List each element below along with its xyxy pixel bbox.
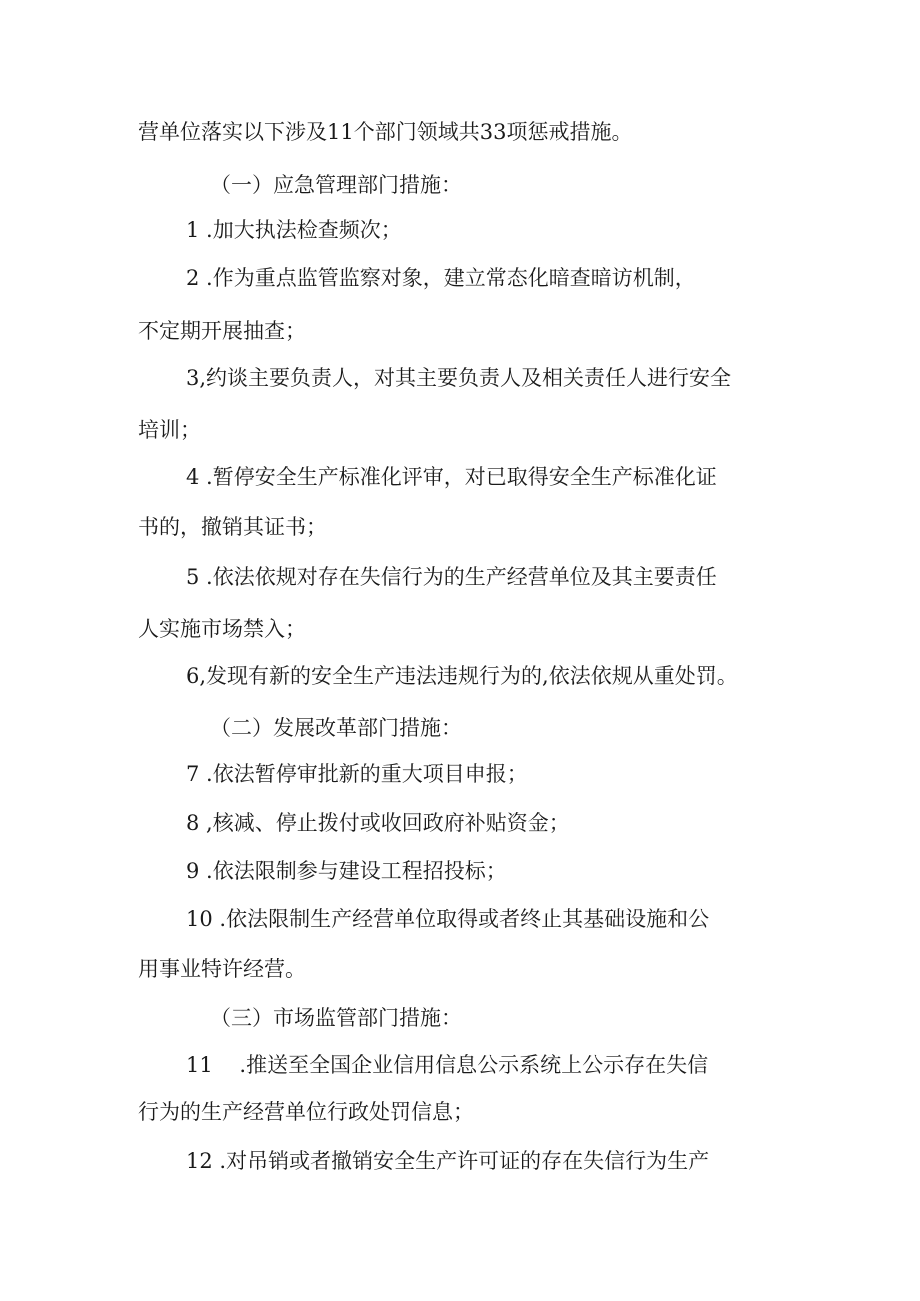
list-item-continuation: 人实施市场禁入； — [138, 617, 306, 641]
list-item: 2 .作为重点监管监察对象，建立常态化暗查暗访机制， — [186, 266, 696, 290]
list-item: 9 .依法限制参与建设工程招投标； — [186, 859, 507, 883]
list-item: 4 .暂停安全生产标准化评审，对已取得安全生产标准化证 — [186, 465, 717, 489]
list-item-continuation: 培训； — [138, 418, 201, 442]
list-item: 5 .依法依规对存在失信行为的生产经营单位及其主要责任 — [186, 565, 717, 589]
list-item: 3,约谈主要负责人，对其主要负责人及相关责任人进行安全 — [186, 366, 732, 390]
list-item: 11 .推送至全国企业信用信息公示系统上公示存在失信 — [186, 1053, 709, 1077]
list-item: 10 .依法限制生产经营单位取得或者终止其基础设施和公 — [186, 907, 710, 931]
list-item: 12 .对吊销或者撤销安全生产许可证的存在失信行为生产 — [186, 1149, 710, 1173]
paragraph-line: 营单位落实以下涉及11个部门领域共33项惩戒措施。 — [138, 120, 633, 144]
section-heading: （三）市场监管部门措施： — [210, 1006, 462, 1030]
list-item: 1 .加大执法检查频次； — [186, 218, 402, 242]
list-item: 6,发现有新的安全生产违法违规行为的,依法依规从重处罚。 — [186, 664, 738, 688]
list-item-continuation: 书的，撤销其证书； — [138, 515, 327, 539]
list-item: 7 .依法暂停审批新的重大项目申报； — [186, 762, 528, 786]
list-item-continuation: 行为的生产经营单位行政处罚信息； — [138, 1100, 474, 1124]
list-item-continuation: 用事业特许经营。 — [138, 957, 306, 981]
list-item-continuation: 不定期开展抽查； — [138, 319, 306, 343]
list-item: 8 ,核减、停止拨付或收回政府补贴资金； — [186, 811, 570, 835]
section-heading: （一）应急管理部门措施： — [210, 173, 462, 197]
section-heading: （二）发展改革部门措施： — [210, 716, 462, 740]
